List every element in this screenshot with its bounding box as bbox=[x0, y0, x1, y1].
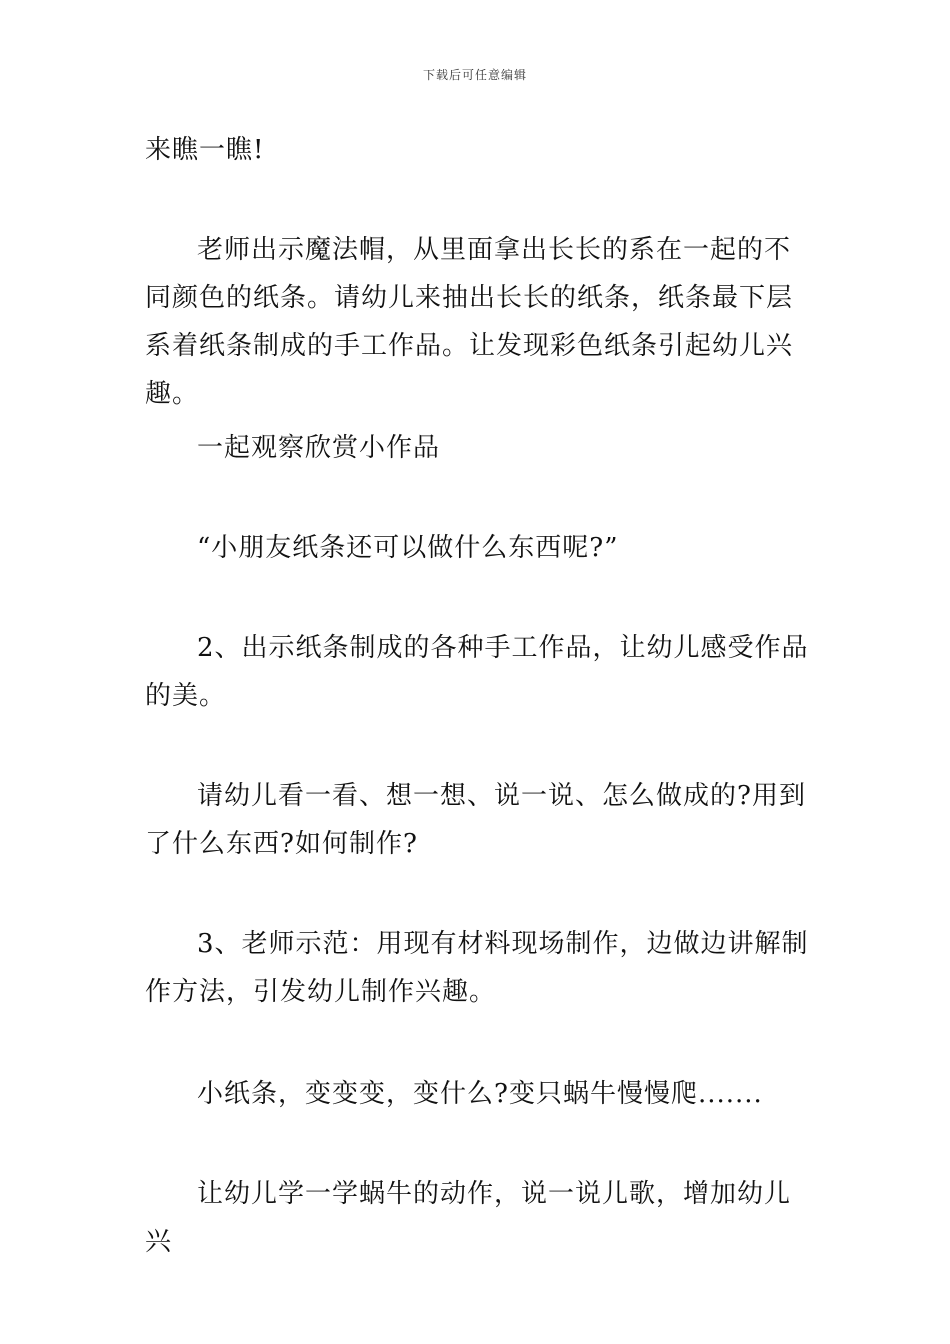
page-header: 下载后可任意编辑 bbox=[422, 68, 527, 82]
paragraph-1: 来瞧一瞧! bbox=[145, 135, 265, 165]
paragraph-8: 小纸条，变变变，变什么?变只蜗牛慢慢爬....... bbox=[197, 1079, 763, 1109]
paragraph-2: 老师出示魔法帽，从里面拿出长长的系在一起的不同颜色的纸条。请幼儿来抽出长长的纸条，纸条最下层系着纸条制成的手工作品。让发现彩色纸条引起幼儿兴趣。 bbox=[145, 235, 794, 409]
paragraph-9: 让幼儿学一学蜗牛的动作，说一说儿歌，增加幼儿兴 bbox=[145, 1179, 792, 1257]
paragraph-4: “小朋友纸条还可以做什么东西呢?” bbox=[197, 533, 619, 563]
paragraph-6: 请幼儿看一看、想一想、说一说、怎么做成的?用到了什么东西?如何制作? bbox=[145, 781, 806, 859]
paragraph-3: 一起观察欣赏小作品 bbox=[197, 433, 441, 463]
paragraph-7: 3、老师示范：用现有材料现场制作，边做边讲解制作方法，引发幼儿制作兴趣。 bbox=[145, 929, 809, 1007]
paragraph-5: 2、出示纸条制成的各种手工作品，让幼儿感受作品的美。 bbox=[145, 633, 809, 711]
